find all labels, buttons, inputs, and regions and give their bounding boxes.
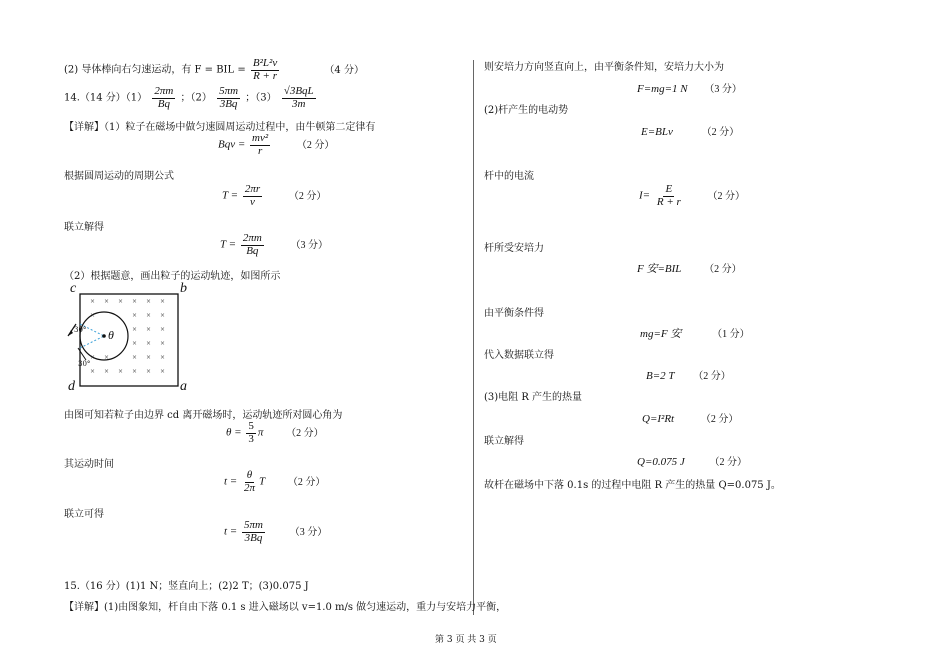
fraction-numerator: θ xyxy=(246,469,253,481)
svg-text:×: × xyxy=(132,368,138,375)
fraction-denominator: r xyxy=(257,144,263,157)
text: (2) 导体棒向右匀速运动，有 F = BIL = xyxy=(64,64,246,76)
score: （2 分） xyxy=(704,264,742,275)
line-part2: （2）根据题意，画出粒子的运动轨迹，如图所示 xyxy=(64,271,281,282)
fraction-denominator: v xyxy=(250,195,255,208)
svg-text:×: × xyxy=(160,354,166,361)
line-q13-part2 xyxy=(64,58,364,82)
svg-text:×: × xyxy=(90,312,96,319)
line-q14-answers xyxy=(64,86,318,110)
fraction-denominator: R + r xyxy=(253,69,278,82)
line-q15-answers: 15.（16 分）(1)1 N；竖直向上；(2)2 T；(3)0.075 J xyxy=(64,581,309,592)
text: E=BLv xyxy=(641,126,673,138)
text: ；（2） xyxy=(180,92,212,104)
score: （2 分） xyxy=(709,457,747,468)
svg-text:×: × xyxy=(146,312,152,319)
text: Q=0.075 J xyxy=(637,456,685,468)
figure-label-c: c xyxy=(70,281,77,296)
svg-text:×: × xyxy=(118,368,124,375)
score: （2 分） xyxy=(707,190,746,202)
r-equation-2 xyxy=(641,123,739,138)
figure-angle-upper: 30° xyxy=(74,326,87,334)
svg-text:×: × xyxy=(132,340,138,347)
score: （2 分） xyxy=(296,139,335,151)
detail-heading-1: 【详解】（1）粒子在磁场中做匀速圆周运动过程中，由牛顿第二定律有 xyxy=(64,122,376,133)
fraction-numerator: 2πm xyxy=(154,85,174,97)
text: π xyxy=(257,426,264,439)
r-equation-6 xyxy=(646,367,731,382)
r-line-2: (2)杆产生的电动势 xyxy=(484,105,569,116)
score: （3 分） xyxy=(290,239,329,251)
fraction-numerator: 2πm xyxy=(242,232,262,244)
r-equation-1 xyxy=(637,80,742,95)
equation-angle xyxy=(226,421,324,445)
fraction-numerator: 5 xyxy=(248,420,254,432)
r-equation-3 xyxy=(639,184,745,208)
svg-text:×: × xyxy=(90,354,96,361)
text: ；（3） xyxy=(245,92,277,104)
figure-label-b: b xyxy=(180,281,187,296)
svg-text:×: × xyxy=(132,312,138,319)
text: Q=I²Rt xyxy=(642,413,675,425)
score: （2 分） xyxy=(701,127,740,138)
figure-angle-lower: 30° xyxy=(78,360,91,368)
circle-center-dot xyxy=(102,334,106,338)
text: T = xyxy=(220,238,237,251)
score: （2 分） xyxy=(287,476,326,488)
fraction-denominator: 3Bq xyxy=(219,97,238,110)
r-line-7: (3)电阻 R 产生的热量 xyxy=(484,392,583,403)
score: （3 分） xyxy=(289,526,328,538)
svg-text:×: × xyxy=(146,298,152,305)
svg-text:×: × xyxy=(146,368,152,375)
svg-text:×: × xyxy=(90,368,96,375)
fraction-denominator: 3Bq xyxy=(244,531,263,544)
r-line-4: 杆所受安培力 xyxy=(484,243,544,254)
text: B=2 T xyxy=(646,370,675,382)
svg-text:×: × xyxy=(118,298,124,305)
radius-line-lower xyxy=(80,336,104,348)
r-equation-7 xyxy=(642,410,738,425)
equation-period-result xyxy=(220,233,328,257)
figure-label-d: d xyxy=(68,379,75,394)
r-line-3: 杆中的电流 xyxy=(484,171,534,182)
text: F=mg=1 N xyxy=(637,83,688,95)
text: θ = xyxy=(226,426,242,439)
figure-label-a: a xyxy=(180,379,187,394)
r-equation-4 xyxy=(637,260,742,276)
svg-text:×: × xyxy=(146,354,152,361)
svg-text:×: × xyxy=(104,354,110,361)
page-footer: 第 3 页 共 3 页 xyxy=(435,635,497,645)
r-line-conclusion: 故杆在磁场中下落 0.1s 的过程中电阻 R 产生的热量 Q=0.075 J。 xyxy=(484,480,781,491)
equation-period xyxy=(222,184,326,208)
score: （1 分） xyxy=(712,329,750,340)
fraction-numerator: mv² xyxy=(252,132,269,144)
text: T xyxy=(259,475,266,488)
trajectory-diagram xyxy=(64,286,194,398)
score: （2 分） xyxy=(288,190,327,202)
r-line-1: 则安培力方向竖直向上，由平衡条件知，安培力大小为 xyxy=(484,62,724,73)
r-equation-5 xyxy=(640,325,750,341)
equation-newton xyxy=(218,133,334,157)
fraction-numerator: 2πr xyxy=(244,183,261,195)
fraction-numerator: 5πm xyxy=(243,519,263,531)
svg-text:×: × xyxy=(146,326,152,333)
text: 14.（14 分）（1） xyxy=(64,92,148,104)
line-motion-time: 其运动时间 xyxy=(64,459,114,470)
fraction-numerator: B²L²v xyxy=(252,57,278,69)
fraction-denominator: 2π xyxy=(243,481,255,494)
svg-text:×: × xyxy=(132,298,138,305)
detail-heading-2: 【详解】(1)由图象知，杆自由下落 0.1 s 进入磁场以 v=1.0 m/s 做匀速运动，重力与安培力平衡， xyxy=(64,602,507,613)
r-line-6: 代入数据联立得 xyxy=(484,350,554,361)
score: （3 分） xyxy=(704,84,742,95)
fraction-numerator: 5πm xyxy=(219,85,239,97)
fraction-denominator: R + r xyxy=(656,195,681,208)
line-exit-angle: 由图可知若粒子由边界 cd 离开磁场时，运动轨迹所对圆心角为 xyxy=(64,410,343,421)
equation-time xyxy=(224,470,325,494)
text: mg=F 安 xyxy=(640,328,682,340)
fraction-denominator: 3m xyxy=(292,97,306,110)
svg-text:×: × xyxy=(160,340,166,347)
text: F 安=BIL xyxy=(637,263,682,275)
line-joint-solve-1: 联立解得 xyxy=(64,222,104,233)
svg-text:×: × xyxy=(132,354,138,361)
svg-text:×: × xyxy=(160,298,166,305)
equation-time-result xyxy=(224,520,327,544)
svg-text:×: × xyxy=(146,340,152,347)
svg-text:×: × xyxy=(160,326,166,333)
text: I= xyxy=(639,189,651,202)
score: （2 分） xyxy=(286,427,324,439)
line-period-formula: 根据圆周运动的周期公式 xyxy=(64,171,174,182)
svg-text:×: × xyxy=(104,368,110,375)
column-divider xyxy=(473,60,474,615)
arrow-head xyxy=(68,330,73,336)
fraction-numerator: E xyxy=(665,183,673,195)
text: T = xyxy=(222,189,239,202)
svg-text:×: × xyxy=(104,298,110,305)
svg-text:×: × xyxy=(160,368,166,375)
text: t = xyxy=(224,475,238,488)
trajectory-figure xyxy=(64,281,194,398)
fraction-denominator: Bq xyxy=(246,244,259,257)
figure-label-theta: θ xyxy=(108,328,114,342)
r-line-8: 联立解得 xyxy=(484,436,524,447)
svg-text:×: × xyxy=(132,326,138,333)
line-joint-solve-2: 联立可得 xyxy=(64,509,104,520)
svg-text:×: × xyxy=(160,312,166,319)
fraction-numerator: √3BqL xyxy=(283,85,314,97)
text: t = xyxy=(224,525,238,538)
svg-text:×: × xyxy=(90,298,96,305)
r-line-5: 由平衡条件得 xyxy=(484,308,544,319)
r-equation-8 xyxy=(637,453,747,468)
score: （4 分） xyxy=(324,64,364,76)
score: （2 分） xyxy=(700,414,739,425)
score: （2 分） xyxy=(693,371,731,382)
fraction-denominator: Bq xyxy=(157,97,170,110)
fraction-denominator: 3 xyxy=(248,432,254,445)
text: Bqv = xyxy=(218,138,246,151)
